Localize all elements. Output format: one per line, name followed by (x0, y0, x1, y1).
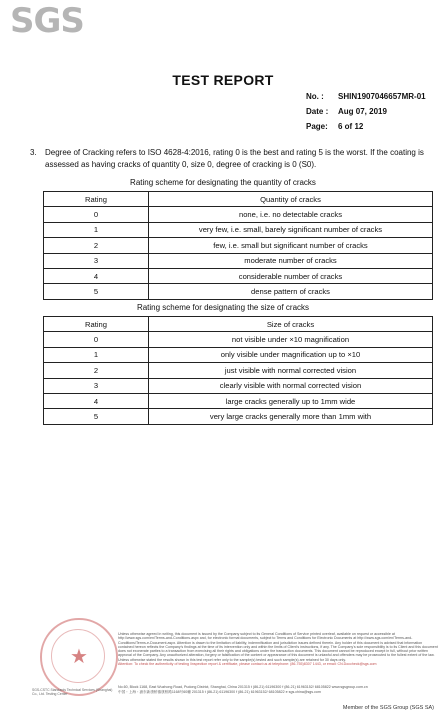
table-row (44, 238, 433, 253)
table-row (44, 347, 433, 362)
table-row (44, 207, 433, 222)
rating-cell: 4 (44, 268, 149, 283)
address-line: No.60, Block 1168, East Wuzhong Road, Pudong District, Shanghai, China 201315 t (86-21) 61196300 f (86-21) 61963152/ 68105822 www.sgsgroup.com.cn (118, 685, 368, 689)
star-icon: ★ (70, 646, 88, 668)
table-row (44, 393, 433, 408)
table-row (44, 409, 433, 424)
meta-value: 6 of 12 (338, 122, 364, 131)
report-title: TEST REPORT (172, 72, 274, 88)
header-rating: Rating (44, 192, 149, 207)
stamp-caption: SGS-CSTC Standards Technical Services (Shanghai) Co., Ltd. Testing Center (32, 688, 113, 696)
table-header-row (44, 192, 433, 207)
meta-value: Aug 07, 2019 (338, 107, 387, 116)
description-cell: dense pattern of cracks (149, 284, 433, 299)
rating-cell: 3 (44, 378, 149, 393)
description-cell: just visible with normal corrected vision (149, 363, 433, 378)
meta-label: Date : (306, 107, 329, 116)
description-cell: not visible under ×10 magnification (149, 332, 433, 347)
legal-disclaimer (118, 632, 438, 666)
disclaimer-text: Unless otherwise agreed in writing, this document is issued by the Company subject to its General Conditions of Service printed overleaf, available on request or accessible at http://www.sgs.com/en/Terms-and-Conditions.aspx and, for electronic format documents, subject to Terms and Conditions for Electronic Documents at http://www.sgs.com/en/Terms-and-Conditions/Terms-e-Document.aspx. Attention is drawn to the limitation of liability, indemnification and jurisdiction issues defined therein. Any holder of this document is advised that information contained hereon reflects the Company's findings at the time of its intervention only and within the limits of Client's instructions, if any. The Company's sole responsibility is to its Client and this document does not exonerate parties to a transaction from exercising all their rights and obligations under the transaction documents. This document cannot be reproduced except in full, without prior written approval of the Company. Any unauthorized alteration, forgery or falsification of the content or appearance of this document is unlawful and offenders may be prosecuted to the fullest extent of the law. Unless otherwise stated the results shown in this test report refer only to the sample(s) tested and such sample(s) are retained for 30 days only. (118, 632, 438, 662)
description-cell: very large cracks generally more than 1mm with (149, 409, 433, 424)
rating-cell: 1 (44, 222, 149, 237)
table-row (44, 253, 433, 268)
cracking-paragraph (30, 147, 438, 171)
meta-value: SHIN1907046657MR-01 (338, 92, 426, 101)
table-row (44, 268, 433, 283)
table-row (44, 332, 433, 347)
table-caption-quantity: Rating scheme for designating the quantity of cracks (130, 178, 316, 187)
company-seal-stamp (40, 618, 118, 696)
quantity-rating-table (43, 191, 433, 300)
description-cell: large cracks generally up to 1mm wide (149, 393, 433, 408)
meta-page (306, 119, 426, 134)
header-quantity: Quantity of cracks (149, 192, 433, 207)
rating-cell: 3 (44, 253, 149, 268)
table-header-row (44, 317, 433, 332)
rating-cell: 5 (44, 284, 149, 299)
rating-cell: 2 (44, 238, 149, 253)
authenticity-notice: Attention: To check the authenticity of testing /inspection report & certificate, please contact us at telephone: (86-755)8307 1443, or email: CN.Doccheck@sgs.com (118, 662, 377, 667)
description-cell: only visible under magnification up to ×10 (149, 347, 433, 362)
rating-cell: 1 (44, 347, 149, 362)
rating-cell: 2 (44, 363, 149, 378)
company-address (118, 685, 438, 695)
description-cell: none, i.e. no detectable cracks (149, 207, 433, 222)
rating-cell: 4 (44, 393, 149, 408)
description-cell: moderate number of cracks (149, 253, 433, 268)
sgs-logo: SGS (10, 1, 84, 41)
meta-date (306, 104, 426, 119)
address-line: 中国・上海・浦东新康桥镇康桥路1168号60幢 201315 t (86-21) 61196300 f (86-21) 61963152/ 68105822 e sgs.china@sgs.com (118, 690, 321, 694)
description-cell: few, i.e. small but significant number of cracks (149, 238, 433, 253)
rating-cell: 5 (44, 409, 149, 424)
member-of-group-text: Member of the SGS Group (SGS SA) (342, 705, 434, 711)
meta-report-number (306, 89, 426, 104)
description-cell: very few, i.e. small, barely significant number of cracks (149, 222, 433, 237)
meta-label: Page: (306, 122, 328, 131)
paragraph-text: Degree of Cracking refers to ISO 4628-4:2016, rating 0 is the best and rating 5 is the worst. If the coating is assessed as having cracks of quantity 0, size 0, degree of cracking is 0 (S0). (45, 148, 424, 169)
report-meta (306, 89, 426, 134)
rating-cell: 0 (44, 207, 149, 222)
table-row (44, 222, 433, 237)
item-number: 3. (30, 148, 37, 157)
table-row (44, 378, 433, 393)
size-rating-table (43, 316, 433, 425)
table-row (44, 284, 433, 299)
description-cell: considerable number of cracks (149, 268, 433, 283)
header-rating: Rating (44, 317, 149, 332)
table-row (44, 363, 433, 378)
header-size: Size of cracks (149, 317, 433, 332)
description-cell: clearly visible with normal corrected vision (149, 378, 433, 393)
meta-label: No. : (306, 92, 324, 101)
rating-cell: 0 (44, 332, 149, 347)
table-caption-size: Rating scheme for designating the size of cracks (136, 303, 310, 312)
